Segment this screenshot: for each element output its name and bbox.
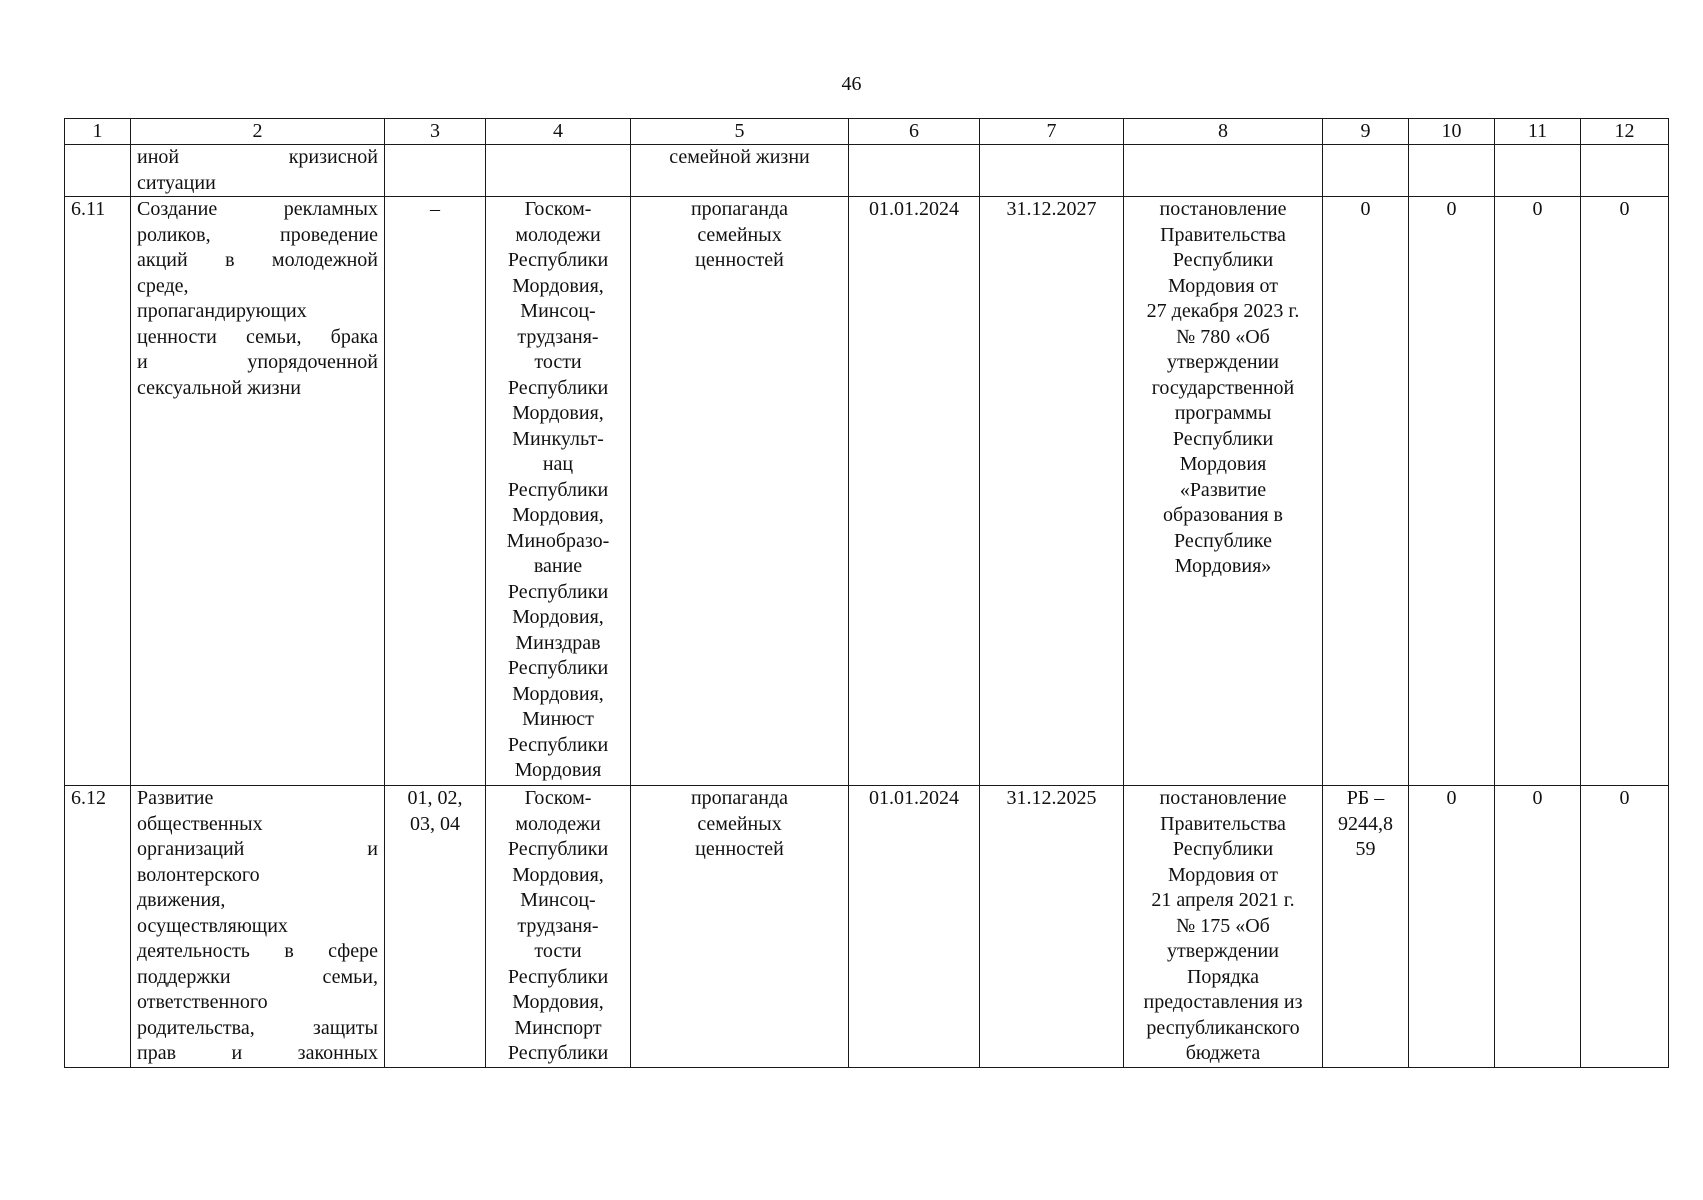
basis-line: утверждении: [1167, 351, 1279, 373]
basis-line: 27 декабря 2023 г.: [1146, 300, 1300, 322]
activity-name-line: общественных: [137, 812, 263, 835]
column-header-2: 2: [131, 119, 385, 145]
activity-name-line: Развитие: [137, 787, 214, 809]
basis-line: предоставления из: [1143, 991, 1303, 1013]
executor-line: Мордовия,: [512, 274, 604, 297]
result-line: пропаганда: [690, 198, 789, 220]
activity-name-line: роликов, проведение: [137, 223, 378, 246]
activity-name-line: акций в молодежной: [137, 249, 378, 271]
result-cell: [631, 197, 849, 786]
executors-cell: [486, 786, 631, 1068]
funding-line: 59: [1355, 838, 1376, 860]
executor-line: Мордовия,: [512, 402, 604, 424]
table-row: [65, 786, 1669, 1068]
funding-col11-cell: 0: [1495, 786, 1581, 1068]
cont-col10-cell: [1409, 145, 1495, 197]
executor-line: вание: [533, 555, 583, 577]
basis-line: Мордовия от: [1167, 274, 1279, 297]
activity-name-line: и упорядоченной: [137, 351, 378, 373]
executor-line: Республики: [507, 478, 609, 501]
basis-line: Мордовия от: [1167, 863, 1279, 886]
executor-line: тости: [534, 351, 582, 373]
executor-line: Республики: [507, 838, 609, 860]
funding-line: 0: [1360, 198, 1371, 220]
funding-col12-cell: 0: [1581, 786, 1669, 1068]
basis-line: 21 апреля 2021 г.: [1151, 889, 1295, 911]
basis-cell: [1124, 786, 1323, 1068]
start-date-cell: 01.01.2024: [849, 786, 980, 1068]
basis-line: утверждении: [1167, 940, 1279, 962]
executor-line: нац: [542, 453, 574, 475]
cont-name-line: ситуации: [137, 171, 216, 194]
funding-col9-cell: [1323, 786, 1409, 1068]
executor-line: Мордовия,: [512, 991, 604, 1013]
activity-name-line: сексуальной жизни: [137, 376, 301, 399]
result-line: ценностей: [695, 249, 784, 271]
executor-line: Мордовия,: [512, 863, 604, 886]
basis-line: Республике: [1173, 529, 1272, 552]
executor-line: Минспорт: [514, 1016, 602, 1039]
basis-line: Мордовия: [1179, 453, 1267, 475]
activity-name-line: волонтерского: [137, 863, 260, 886]
cont-name-cell: [131, 145, 385, 197]
basis-line: постановление: [1159, 198, 1287, 220]
executor-line: тости: [534, 940, 582, 962]
executor-line: Республики: [507, 249, 609, 271]
activity-name-line: ценности семьи, брака: [137, 325, 378, 348]
basis-line: Республики: [1172, 838, 1274, 860]
cont-col9-cell: [1323, 145, 1409, 197]
col3-line: 01, 02,: [407, 787, 463, 809]
cont-name-line: иной кризисной: [137, 146, 378, 168]
executor-line: Республики: [507, 580, 609, 603]
column-header-11: 11: [1495, 119, 1581, 145]
executor-line: Минкульт-: [512, 427, 604, 450]
executor-line: Минобразо-: [506, 529, 610, 552]
executor-line: Республики: [507, 733, 609, 756]
basis-line: Правительства: [1160, 812, 1286, 835]
cont-end-cell: [980, 145, 1124, 197]
col3-cell: [385, 197, 486, 786]
page-number: 46: [841, 73, 862, 95]
executor-line: Минздрав: [515, 631, 601, 654]
end-date-cell: 31.12.2027: [980, 197, 1124, 786]
basis-line: Порядка: [1186, 965, 1260, 988]
basis-line: Республики: [1172, 249, 1274, 271]
cont-col12-cell: [1581, 145, 1669, 197]
col3-cell: [385, 786, 486, 1068]
table-row: [65, 197, 1669, 786]
basis-line: № 780 «Об: [1176, 325, 1270, 348]
funding-line: 9244,8: [1338, 812, 1393, 835]
result-cell: [631, 786, 849, 1068]
executor-line: трудзаня-: [517, 914, 599, 937]
funding-col10-cell: 0: [1409, 786, 1495, 1068]
basis-line: постановление: [1159, 787, 1287, 809]
activity-name-line: организаций и: [137, 838, 378, 860]
executor-line: молодежи: [515, 812, 601, 835]
column-header-1: 1: [65, 119, 131, 145]
executor-line: трудзаня-: [517, 325, 599, 348]
cont-num-cell: [65, 145, 131, 197]
program-activities-table: [64, 118, 1669, 1068]
funding-col9-cell: [1323, 197, 1409, 786]
basis-line: республиканского: [1146, 1016, 1300, 1039]
activity-name-line: родительства, защиты: [137, 1016, 378, 1039]
basis-line: программы: [1174, 402, 1272, 424]
cont-executors-cell: [486, 145, 631, 197]
column-header-12: 12: [1581, 119, 1669, 145]
activity-name-cell: [131, 786, 385, 1068]
funding-line: РБ –: [1346, 787, 1385, 809]
result-line: пропаганда: [690, 787, 789, 809]
start-date-cell: 01.01.2024: [849, 197, 980, 786]
activity-name-line: прав и законных: [137, 1042, 378, 1064]
executor-line: Минюст: [522, 708, 594, 730]
column-header-6: 6: [849, 119, 980, 145]
row-number-cell: 6.12: [65, 786, 131, 1068]
column-number-row: [65, 119, 1669, 145]
activity-name-line: движения,: [137, 889, 226, 911]
basis-line: Республики: [1172, 427, 1274, 450]
basis-line: государственной: [1151, 376, 1295, 399]
column-header-9: 9: [1323, 119, 1409, 145]
funding-col10-cell: 0: [1409, 197, 1495, 786]
col3-line: 03, 04: [410, 812, 460, 835]
activity-name-line: Создание рекламных: [137, 198, 378, 220]
funding-col12-cell: 0: [1581, 197, 1669, 786]
executor-line: Республики: [507, 1042, 609, 1064]
column-header-7: 7: [980, 119, 1124, 145]
executor-line: Мордовия,: [512, 606, 604, 628]
basis-line: Правительства: [1160, 223, 1286, 246]
executor-line: Минсоц-: [520, 300, 596, 322]
basis-line: № 175 «Об: [1176, 914, 1270, 937]
executor-line: Мордовия,: [512, 682, 604, 705]
cont-col11-cell: [1495, 145, 1581, 197]
column-header-4: 4: [486, 119, 631, 145]
activity-name-line: пропагандирующих: [137, 300, 307, 322]
cont-col3-cell: [385, 145, 486, 197]
activity-name-line: среде,: [137, 274, 189, 297]
executor-line: Республики: [507, 376, 609, 399]
basis-line: бюджета: [1185, 1042, 1261, 1064]
column-header-10: 10: [1409, 119, 1495, 145]
executor-line: Республики: [507, 657, 609, 679]
col3-line: –: [430, 198, 440, 220]
executor-line: Минсоц-: [520, 889, 596, 911]
result-line: семейных: [697, 812, 782, 835]
basis-line: Мордовия»: [1174, 555, 1272, 577]
activity-name-line: поддержки семьи,: [137, 965, 378, 988]
continuation-row: [65, 145, 1669, 197]
basis-cell: [1124, 197, 1323, 786]
activity-name-line: деятельность в сфере: [137, 940, 378, 962]
executor-line: Мордовия,: [512, 504, 604, 526]
executor-line: Госком-: [524, 198, 592, 220]
activity-name-line: осуществляющих: [137, 914, 288, 937]
executors-cell: [486, 197, 631, 786]
cont-result-cell: семейной жизни: [631, 145, 849, 197]
cont-start-cell: [849, 145, 980, 197]
end-date-cell: 31.12.2025: [980, 786, 1124, 1068]
executor-line: Мордовия: [514, 759, 602, 781]
result-line: ценностей: [695, 838, 784, 860]
basis-line: образования в: [1163, 504, 1283, 526]
basis-line: «Развитие: [1179, 478, 1267, 501]
activity-name-cell: [131, 197, 385, 786]
executor-line: Госком-: [524, 787, 592, 809]
executor-line: Республики: [507, 965, 609, 988]
column-header-5: 5: [631, 119, 849, 145]
executor-line: молодежи: [515, 223, 601, 246]
column-header-8: 8: [1124, 119, 1323, 145]
funding-col11-cell: 0: [1495, 197, 1581, 786]
column-header-3: 3: [385, 119, 486, 145]
result-line: семейных: [697, 223, 782, 246]
activity-name-line: ответственного: [137, 991, 268, 1013]
row-number-cell: 6.11: [65, 197, 131, 786]
cont-basis-cell: [1124, 145, 1323, 197]
